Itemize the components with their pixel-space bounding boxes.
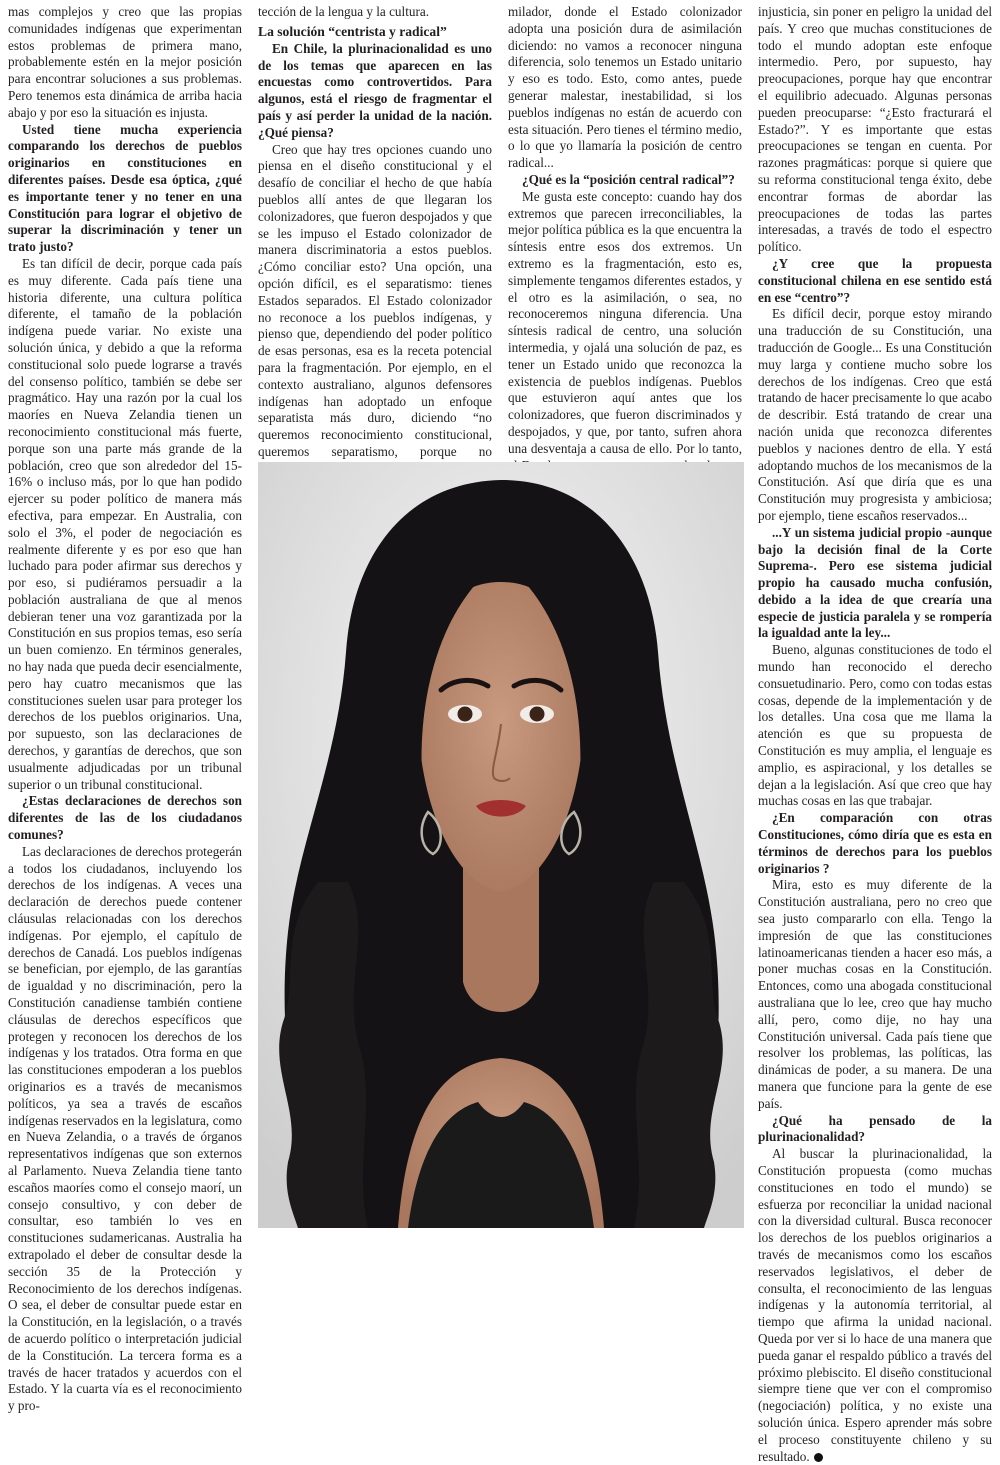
interview-question: ...Y un sistema judicial propio -aunque bajo la decisión final de la Corte Suprema-. Pero ese sistema judicial propio ha causado mucha confusión, debido a la idea de que crearía una especie de justicia paralela y se rompería la igualdad ante la ley... (758, 524, 992, 641)
paragraph: tección de la lengua y la cultura. (258, 4, 429, 19)
paragraph: Es tan difícil de decir, porque cada país es muy diferente. Cada país tiene una historia diferente, una cultura política diferente, el tamaño de la población indígena puede variar. No existe una solución única, y debido a que la reforma constitucional solo puede lograrse a través del consenso político, también se debe ser pragmático. Hay una razón por la cual los maoríes en Nueva Zelandia tienen un reconocimiento constitucional más fuerte, porque son una parte más grande de la población, creo que son alrededor del 15-16% o incluso más, por lo que han podido ejercer su poder político de manera más efectiva, para empezar. En Australia, con solo el 3%, el poder de negociación es realmente diferente y es por eso que han luchado para poder afirmar sus derechos y por eso, si pudiéramos persuadir a la población australiana de que al menos debieran tener una voz garantizada por la Constitución en sus propios temas, eso sería un buen comienzo. En términos generales, no hay nada que pueda decir esencialmente, pero hay cuatro mecanismos que las constituciones suelen usar para proteger los derechos de los pueblos originarios. Una, por supuesto, son las declaraciones de derechos, y garantías de derechos, que son usualmente adjudicadas por un tribunal superior o un tribunal constitucional. (8, 255, 242, 792)
interview-question: ¿En comparación con otras Constituciones, cómo diría que es esta en términos de derechos para los pueblos originarios ? (758, 810, 992, 876)
portrait-photo (258, 462, 744, 1228)
paragraph: mas complejos y creo que las propias comunidades indígenas que experimentan estos problemas de primera mano, probablemente estén en la mejor posición para encontrar soluciones a sus problemas. Pero tenemos esta dinámica de arriba hacia abajo y por eso la situación es injusta. (8, 4, 242, 120)
article-column-4 (758, 4, 992, 1464)
article-column-1 (8, 4, 242, 1414)
paragraph (758, 1146, 992, 1465)
left-iris (458, 707, 473, 722)
paragraph: milador, donde el Estado colonizador adopta una posición dura de asimilación diciendo: no vamos a reconocer ninguna diferencia, solo tenemos un Estado unitario y eso es todo. Esto, como antes, puede generar malestar, inestabilidad, si los pueblos indígenas no están de acuerdo con esta situación. Pero tienes el término medio, o lo que yo llamaría la posición de centro radical... (508, 4, 742, 171)
article-column-2 (258, 4, 492, 459)
paragraph: Las declaraciones de derechos protegerán a todos los ciudadanos, incluyendo los derechos de los indígenas. A veces una declaración de derechos puede contener cláusulas relacionadas con los derechos indígenas. Por ejemplo, el capítulo de derechos de Canadá. Los pueblos indígenas se benefician, por ejemplo, de las garantías de igualdad y no discriminación, pero la Constitución canadiense también contiene cláusulas de derechos específicos que protegen y reconocen los derechos de los indígenas y los tratados. Otra forma en que las constituciones empoderan a los pueblos originarios es a través de mecanismos políticos, ya sea a través de escaños indígenas reservados en la legislatura, como en Nueva Zelandia, o a través de órganos representativos indígenas que son externos al Parlamento. Nueva Zelandia tiene tanto escaños maoríes como el consejo maorí, un consejo consultivo, y con deber de consultar, eso también lo ves en constituciones sudamericanas. Australia ha extrapolado el deber de consultar desde la sección 35 de la Protección y Reconocimiento de los derechos indígenas. O sea, el deber de consultar puede estar en la Constitución, en la legislación, o a través de acuerdo político o interpretación judicial de la Constitución. La tercera forma es a través de hacer tratados y acuerdos con el Estado. Y la cuarta vía es el reconocimiento y pro- (8, 843, 242, 1414)
article-column-3 (508, 4, 742, 454)
interview-question: ¿Y cree que la propuesta constitucional chilena en ese sentido está en ese “centro”? (758, 255, 992, 305)
portrait-illustration (258, 462, 744, 1228)
interview-question: Usted tiene mucha experiencia comparando los derechos de pueblos originarios en constituciones en diferentes países. Desde esa óptica, ¿qué es importante tener y no tener en una Constitución para lograr el objetivo de superar la discriminación y tener un trato justo? (8, 121, 242, 255)
right-iris (530, 707, 545, 722)
paragraph: Es difícil decir, porque estoy mirando una traducción de su Constitución, una traducción de Google... Es una Constitución muy larga y contiene mucho sobre los derechos de los indígenas. Creo que está tratando de hacer precisamente lo que acabo de describir. Está tratando de crear una nación unida que reconozca diferentes pueblos y naciones dentro de ella. Y está adoptando muchos de los mecanismos de la Constitución. Así que diría que es una Constitución muy progresista y ambiciosa; por ejemplo, tiene escaños reservados... (758, 306, 992, 523)
paragraph: Bueno, algunas constituciones de todo el mundo han reconocido el derecho consuetudinario. Pero, como con todas estas cosas, depende de la implementación y de los detalles. Una cosa que me llama la atención es que su propuesta de Constitución es muy amplia, el lenguaje es amplio, es aspiracional, y los detalles se dejan a la legislación. Así que creo que hay muchas cosas en las que trabajar. (758, 642, 992, 809)
interview-question: ¿Qué es la “posición central radical”? (522, 171, 735, 187)
paragraph: Me gusta este concepto: cuando hay dos extremos que parecen irreconciliables, la mejor política pública es la que encuentra la síntesis entre esos dos extremos. Un extremo es la fragmentación, esto es, simplemente tengamos diferentes estados, y el otro es la asimilación, o sea, no reconoceremos ninguna diferencia. Una síntesis radical de centro, una solución intermedia, y ojalá una solución de paz, es tener un Estado unido que reconozca la existencia de pueblos indígenas. Pueblos que estuvieron aquí antes que los colonizadores, que fueron discriminados y despojados, y que, por tanto, sufren ahora una desventaja a causa de ello. Por lo tanto, (508, 188, 742, 456)
section-heading: La solución “centrista y radical” (258, 23, 447, 39)
interview-question: ¿Qué ha pensado de la plurinacionalidad? (758, 1112, 992, 1145)
interview-question: En Chile, la plurinacionalidad es uno de los temas que aparecen en las encuestas como controvertidos. Para algunos, está el riesgo de fragmentar el país y así perder la unidad de la nación. ¿Qué piensa? (258, 40, 492, 140)
end-of-article-dot (814, 1453, 823, 1462)
interview-question: ¿Estas declaraciones de derechos son diferentes de las de los ciudadanos comunes? (8, 793, 242, 843)
closing-paragraph-text: Al buscar la plurinacionalidad, la Constitución propuesta (como muchas constituciones en todo el mundo) se esfuerza por reconciliar la unidad nacional con la diversidad cultural. Busca reconocer los derechos de los pueblos originarios a través de mecanismos como los escaños reservados legislativos, el deber de consulta, el reconocimiento de las lenguas indígenas y la autonomía territorial, al tiempo que afirma la unidad nacional. Queda por ver si lo hace de una manera que pueda ganar el respaldo público a través del próximo plebiscito. El diseño constitucional siempre tiene que ver con el compromiso (negociación) política, y no existe una solución única. Espero aprender más sobre el proceso constituyente chileno y su resultado. (758, 1146, 992, 1464)
paragraph: injusticia, sin poner en peligro la unidad del país. Y creo que muchas constituciones de todo el mundo adoptan este enfoque intermedio. Pero, por supuesto, hay preocupaciones, porque hay que encontrar el equilibrio adecuado. Algunas personas pueden preocuparse: “¿Esto fracturará el Estado?”. Y es importante que estas preocupaciones se tengan en cuenta. Por razones pragmáticas: porque si quiere que su reforma constitucional tenga éxito, debe encontrar formas de abordar las preocupaciones de todas las partes interesadas, a través de todo el espectro político. (758, 4, 992, 255)
paragraph: Creo que hay tres opciones cuando uno piensa en el diseño constitucional y el desafío de conciliar el hecho de que había pueblos allí antes de que llegaran los colonizadores, que fueron despojados y que se les impuso el Estado colonizador de manera discriminatoria a estos pueblos. ¿Cómo conciliar esto? Una opción, una opción difícil, es el separatismo: tienes Estados separados. El Estado colonizador no reconoce a los pueblos indígenas, y pienso que, dependiendo del poder político de esas personas, esa es la receta potencial para la fragmentación. Por ejemplo, en el contexto australiano, algunos defensores indígenas han adoptado un enfoque separatista más duro, diciendo “no queremos reconocimiento constitucional, queremos separatismo, porque no (258, 141, 492, 459)
paragraph: Mira, esto es muy diferente de la Constitución australiana, pero no creo que sea justo compararlo con ella. Tengo la impresión de que las constituciones latinoamericanas tienden a hacer eso más, a poner muchas cosas en la Constitución. Entonces, como una abogada constitucional australiana que lo lee, creo que hay mucho allí, pero, como dije, no hay una Constitución universal. Cada país tiene que resolver los problemas, las políticas, las dinámicas de poder, a su manera. De una manera que funcione para la gente de ese país. (758, 877, 992, 1111)
